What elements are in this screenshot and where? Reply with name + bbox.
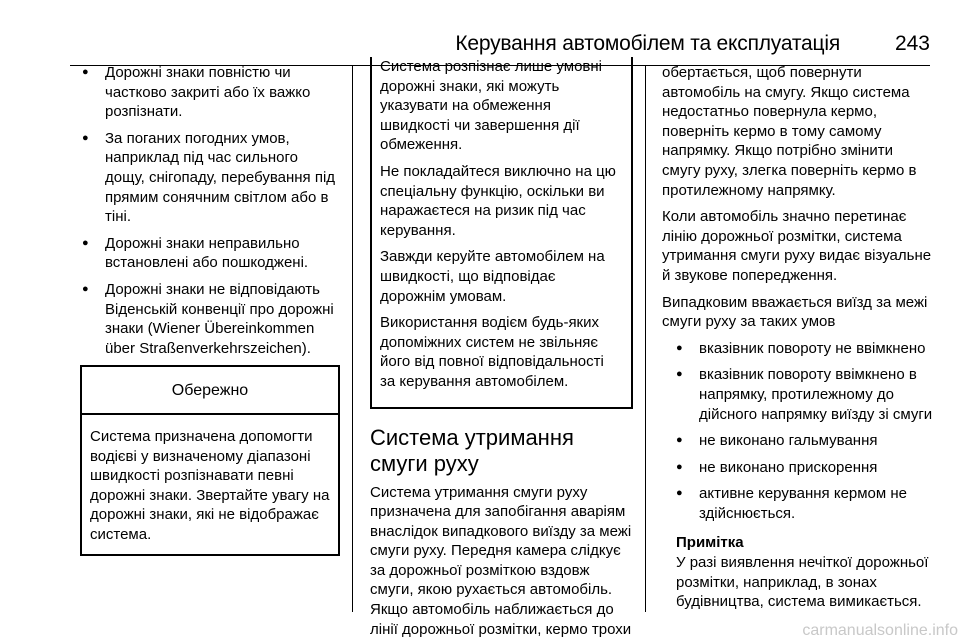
list-item: ● Дорожні знаки неправильно встановлені або пошкоджені. [80, 234, 340, 273]
column-left [80, 63, 340, 556]
page-header [70, 20, 930, 60]
bullet-list [662, 339, 934, 524]
column-divider [645, 66, 646, 612]
column-right [662, 63, 934, 612]
column-middle [370, 58, 633, 639]
list-item: ● За поганих погодних умов, наприклад під час сильного дощу, снігопаду, перебування під прямим сонячним світлом або в тіні. [80, 129, 340, 227]
page-title: Керування автомобілем та експлуатація [455, 32, 840, 55]
bullet-list [80, 63, 340, 358]
paragraph: Завжди керуйте автомобілем на швидкості, що відповідає дорожнім умовам. [380, 248, 605, 305]
note-text: У разі виявлення нечіткої дорожньої розмітки, наприклад, в зонах будівництва, система вимикається. [676, 554, 929, 611]
list-item: ● не виконано гальмування [674, 431, 934, 451]
page-number: 243 [894, 32, 930, 55]
list-item: ● Дорожні знаки повністю чи частково закриті або їх важко розпізнати. [80, 63, 340, 122]
paragraph: обертається, щоб повернути автомобіль на смугу. Якщо система недостатньо повернула кермо, поверніть кермо в тому самому напрямку. Якщо потрібно змінити смугу руху, злегка поверніть кермо в протилежному напрямку. [662, 64, 917, 199]
watermark: carmanualsonline.info [802, 622, 958, 639]
paragraph: Система розпізнає лише умовні дорожні знаки, які можуть указувати на обмеження швидкості чи завершення дії обмеження. [380, 58, 602, 154]
warning-title: Обережно [82, 367, 338, 415]
paragraph: Не покладайтеся виключно на цю спеціальну функцію, оскільки ви наражаєтеся на ризик під час керування. [380, 162, 616, 239]
warning-box [80, 365, 340, 556]
section-text: Система утримання смуги руху призначена для запобігання аваріям внаслідок випадкового виїзду за межі смуги руху. Передня камера слідкує за дорожньої розміткою вздовж смуги, якою рухається автомобіль. Якщо автомобіль наближається до лінії дорожньої розмітки, кермо трохи [370, 483, 632, 638]
paragraph: Коли автомобіль значно перетинає лінію дорожньої розмітки, система утримання смуги руху видає візуальне й звукове попередження. [662, 208, 932, 284]
paragraph: Випадковим вважається виїзд за межі смуги руху за таких умов [662, 293, 928, 331]
warning-box-continued [370, 57, 633, 409]
paragraph: Використання водієм будь-яких допоміжних систем не звільняє його від повної відповідальності за керування автомобілем. [380, 314, 604, 390]
list-item: ● не виконано прискорення [674, 458, 934, 478]
section-title: Система утримання смуги руху [370, 424, 574, 476]
note-label: Примітка [676, 534, 744, 552]
list-item: ● вказівник повороту не ввімкнено [674, 339, 934, 359]
list-item: ● активне керування кермом не здійснюється. [674, 484, 934, 523]
list-item: ● вказівник повороту ввімкнено в напрямку, протилежному до дійсного напрямку виїзду зі смуги [674, 365, 934, 424]
warning-text: Система призначена допомогти водієві у визначеному діапазоні швидкості розпізнавати певні дорожні знаки. Звертайте увагу на дорожні знаки, які не відображає система. [90, 427, 330, 543]
list-item: ● Дорожні знаки не відповідають Віденській конвенції про дорожні знаки (Wiener Übereinkommen über Straßenverkehrszeichen). [80, 280, 340, 358]
column-divider [352, 66, 353, 612]
